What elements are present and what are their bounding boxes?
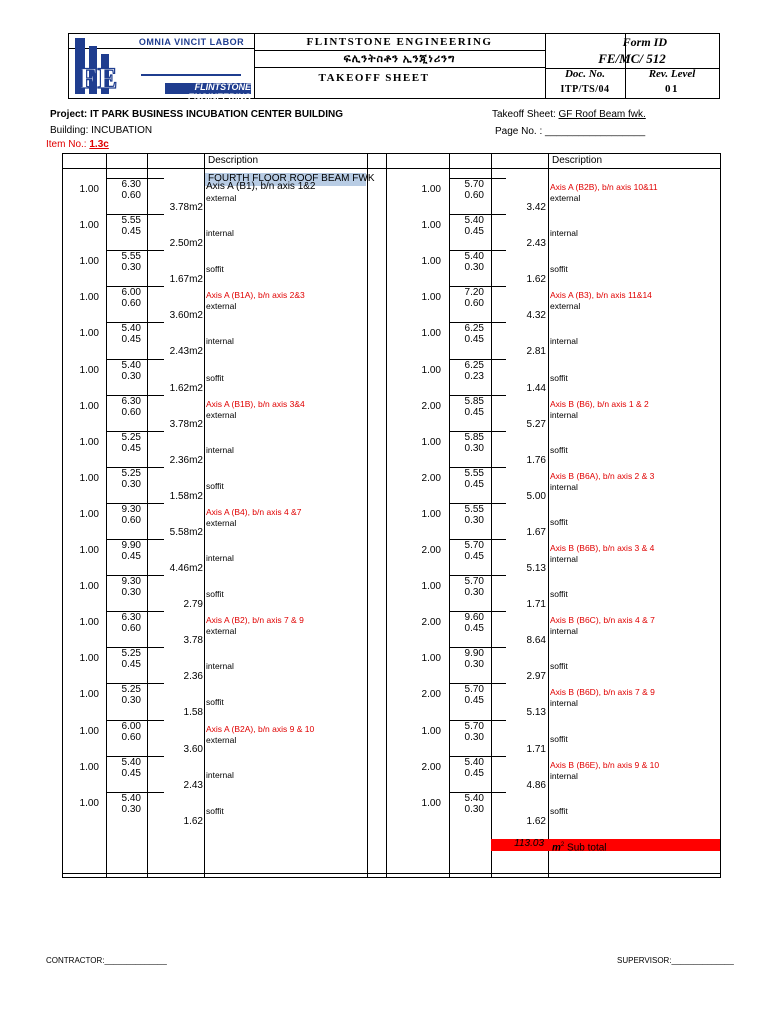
dimension-cell: 5.40 <box>464 756 484 768</box>
quantity-cell: 1.00 <box>421 508 441 520</box>
description-cell: internal <box>206 661 234 672</box>
description-cell: internal <box>206 553 234 563</box>
svg-text:FE: FE <box>79 62 118 95</box>
row-separator <box>107 431 164 432</box>
row-separator <box>107 756 164 757</box>
dimension-cell: 5.70 <box>464 720 484 732</box>
quantity-cell: 2.00 <box>421 472 441 484</box>
row-separator <box>107 178 164 179</box>
quantity-cell: 2.00 <box>421 617 441 629</box>
row-separator <box>107 503 164 504</box>
dimension-cell: 0.45 <box>464 334 484 346</box>
quantity-cell: 1.00 <box>421 256 441 268</box>
quantity-cell: 2.00 <box>421 400 441 412</box>
description-header-right: Description <box>552 155 603 166</box>
result-cell: 2.81 <box>526 346 546 358</box>
quantity-cell: 2.00 <box>421 545 441 556</box>
description-cell: Axis B (B6A), b/n axis 2 & 3 <box>550 470 655 481</box>
dimension-cell: 6.30 <box>121 179 141 190</box>
dimension-cell: 5.25 <box>121 467 141 479</box>
quantity-cell: 1.00 <box>79 689 99 701</box>
row-separator <box>449 431 506 432</box>
description-cell: Axis A (B2A), b/n axis 9 & 10 <box>206 723 315 734</box>
dimension-cell: 5.25 <box>121 431 141 443</box>
description-cell: external <box>550 193 581 203</box>
subtotal-value: 113.03 <box>514 838 544 849</box>
result-cell: 1.67m2 <box>169 274 203 286</box>
quantity-cell: 1.00 <box>421 653 441 665</box>
row-separator <box>449 503 506 504</box>
row-separator <box>107 322 164 323</box>
row-separator <box>107 683 164 684</box>
building-line: Building: INCUBATION <box>50 125 153 136</box>
description-cell: external <box>206 734 237 745</box>
description-cell: internal <box>206 444 234 455</box>
quantity-cell: 1.00 <box>79 364 99 376</box>
result-cell: 2.43m2 <box>169 346 203 358</box>
dimension-cell: 0.30 <box>121 370 141 382</box>
result-cell: 5.13 <box>526 563 546 574</box>
row-separator <box>107 395 164 396</box>
result-cell: 1.44 <box>526 382 546 394</box>
item-no: Item No.: 1.3c <box>46 139 109 150</box>
rev-level-label: Rev. Level <box>648 68 696 80</box>
dimension-cell: 0.45 <box>464 478 484 490</box>
description-cell: soffit <box>550 733 568 744</box>
row-separator <box>449 178 506 179</box>
dimension-cell: 5.85 <box>464 431 484 443</box>
company-name: FLINTSTONE ENGINEERING <box>306 36 493 48</box>
result-cell: 5.58m2 <box>169 526 203 538</box>
result-cell: 5.13 <box>526 707 546 719</box>
quantity-cell: 1.00 <box>79 400 99 412</box>
dimension-cell: 5.25 <box>121 684 141 696</box>
dimension-cell: 0.30 <box>464 803 484 815</box>
description-cell: Axis B (B6E), b/n axis 9 & 10 <box>550 759 660 770</box>
result-cell: 1.76 <box>526 454 546 466</box>
description-cell: internal <box>206 336 234 347</box>
dimension-cell: 0.45 <box>464 767 484 779</box>
dimension-cell: 0.45 <box>121 551 141 562</box>
doc-no-value: ITP/TS/04 <box>560 84 610 95</box>
result-cell: 3.60m2 <box>169 310 203 322</box>
description-cell: soffit <box>206 372 224 383</box>
quantity-cell: 1.00 <box>79 184 99 195</box>
dimension-cell: 7.20 <box>464 287 484 299</box>
quantity-cell: 1.00 <box>421 581 441 593</box>
row-separator <box>107 720 164 721</box>
description-cell: external <box>206 626 237 637</box>
dimension-cell: 5.40 <box>464 215 484 227</box>
row-separator <box>449 395 506 396</box>
logo-text: FLINTSTONE ENGINEERING <box>187 82 251 102</box>
quantity-cell: 1.00 <box>79 797 99 809</box>
dimension-cell: 0.30 <box>121 262 141 274</box>
quantity-cell: 1.00 <box>79 761 99 773</box>
row-separator <box>107 286 164 287</box>
result-cell: 5.00 <box>526 490 546 502</box>
dimension-cell: 0.60 <box>464 298 484 310</box>
dimension-cell: 6.30 <box>121 395 141 407</box>
description-cell: soffit <box>550 372 568 383</box>
quantity-cell: 1.00 <box>79 617 99 629</box>
dimension-cell: 5.40 <box>121 359 141 371</box>
result-cell: 8.64 <box>526 635 546 647</box>
row-separator <box>449 611 506 612</box>
dimension-cell: 5.70 <box>464 179 484 190</box>
dimension-cell: 5.85 <box>464 395 484 407</box>
row-separator <box>449 683 506 684</box>
dimension-cell: 0.45 <box>464 623 484 635</box>
dimension-cell: 5.40 <box>121 756 141 768</box>
row-separator <box>449 214 506 215</box>
dimension-cell: 6.25 <box>464 359 484 371</box>
row-separator <box>107 359 164 360</box>
quantity-cell: 1.00 <box>421 220 441 232</box>
dimension-cell: 6.00 <box>121 720 141 732</box>
quantity-cell: 1.00 <box>79 436 99 448</box>
description-cell: internal <box>550 336 578 347</box>
result-cell: 2.50m2 <box>169 238 203 250</box>
description-cell: Axis B (B6C), b/n axis 4 & 7 <box>550 615 655 626</box>
row-separator <box>449 286 506 287</box>
dimension-cell: 0.30 <box>464 587 484 599</box>
result-cell: 1.62 <box>526 274 546 286</box>
dimension-cell: 0.30 <box>121 803 141 815</box>
dimension-cell: 0.45 <box>121 767 141 779</box>
row-separator <box>107 214 164 215</box>
quantity-cell: 1.00 <box>79 581 99 593</box>
dimension-cell: 5.40 <box>464 792 484 804</box>
quantity-cell: 1.00 <box>421 725 441 737</box>
description-cell: internal <box>550 770 578 781</box>
description-cell: internal <box>206 769 234 780</box>
quantity-cell: 2.00 <box>421 689 441 701</box>
row-separator <box>107 250 164 251</box>
result-cell: 2.79 <box>183 599 203 611</box>
dimension-cell: 5.55 <box>121 251 141 263</box>
dimension-cell: 6.30 <box>121 612 141 624</box>
result-cell: 3.78m2 <box>169 202 203 213</box>
result-cell: 3.60 <box>183 743 203 755</box>
quantity-cell: 1.00 <box>79 328 99 340</box>
dimension-cell: 0.30 <box>464 731 484 743</box>
rev-level-value: 01 <box>665 83 679 95</box>
dimension-cell: 0.60 <box>121 514 141 526</box>
contractor-signature: CONTRACTOR:______________ <box>46 956 167 965</box>
quantity-cell: 1.00 <box>79 725 99 737</box>
quantity-cell: 1.00 <box>79 256 99 268</box>
dimension-cell: 6.00 <box>121 287 141 299</box>
dimension-cell: 9.30 <box>121 576 141 588</box>
result-cell: 2.36m2 <box>169 454 203 466</box>
header-box <box>68 33 720 102</box>
description-cell: Axis A (B1A), b/n axis 2&3 <box>206 290 305 301</box>
logo-wordmark <box>141 64 251 102</box>
description-cell: external <box>550 301 581 312</box>
dimension-cell: 0.45 <box>121 226 141 238</box>
dimension-cell: 0.45 <box>121 442 141 454</box>
row-separator <box>449 322 506 323</box>
dimension-cell: 5.70 <box>464 576 484 588</box>
quantity-cell: 1.00 <box>421 328 441 340</box>
result-cell: 1.62 <box>183 815 203 827</box>
description-cell: soffit <box>206 589 224 600</box>
description-cell: Axis B (B6B), b/n axis 3 & 4 <box>550 543 655 553</box>
result-cell: 1.62 <box>526 815 546 827</box>
quantity-cell: 1.00 <box>79 292 99 304</box>
dimension-cell: 0.60 <box>121 190 141 201</box>
result-cell: 4.32 <box>526 310 546 322</box>
dimension-cell: 0.30 <box>121 695 141 707</box>
quantity-cell: 1.00 <box>79 545 99 556</box>
row-separator <box>449 720 506 721</box>
description-cell: external <box>206 517 237 528</box>
description-cell: internal <box>206 228 234 239</box>
description-cell: Axis A (B1B), b/n axis 3&4 <box>206 398 305 409</box>
row-separator <box>107 575 164 576</box>
description-cell: Axis A (B1), b/n axis 1&2 <box>206 181 316 192</box>
page-no: Page No. : __________________ <box>495 126 646 137</box>
row-separator <box>449 539 506 540</box>
result-cell: 2.36 <box>183 671 203 683</box>
dimension-cell: 0.30 <box>464 442 484 454</box>
dimension-cell: 0.30 <box>121 478 141 490</box>
description-cell: Axis B (B6D), b/n axis 7 & 9 <box>550 687 655 698</box>
quantity-cell: 2.00 <box>421 761 441 773</box>
quantity-cell: 1.00 <box>421 797 441 809</box>
quantity-cell: 1.00 <box>79 653 99 665</box>
dimension-cell: 5.40 <box>464 251 484 263</box>
description-cell: internal <box>550 481 578 492</box>
dimension-cell: 0.60 <box>121 406 141 418</box>
description-cell: Axis A (B2), b/n axis 7 & 9 <box>206 615 304 626</box>
dimension-cell: 0.45 <box>464 406 484 418</box>
description-cell: soffit <box>206 805 224 816</box>
result-cell: 1.67 <box>526 526 546 538</box>
dimension-cell: 9.30 <box>121 503 141 515</box>
description-cell: external <box>206 301 237 312</box>
result-cell: 2.43 <box>526 238 546 250</box>
result-cell: 5.27 <box>526 418 546 430</box>
dimension-cell: 0.60 <box>121 623 141 635</box>
row-separator <box>107 647 164 648</box>
row-separator <box>449 359 506 360</box>
row-separator <box>449 467 506 468</box>
dimension-cell: 5.40 <box>121 323 141 335</box>
result-cell: 2.43 <box>183 779 203 791</box>
company-name-amharic: ፍሊንትስቶን ኢንጂነሪንግ <box>343 53 456 65</box>
dimension-cell: 5.55 <box>121 215 141 227</box>
result-cell: 1.62m2 <box>169 382 203 394</box>
dimension-cell: 0.60 <box>121 731 141 743</box>
quantity-cell: 1.00 <box>421 292 441 304</box>
dimension-cell: 9.60 <box>464 612 484 624</box>
doc-no-label: Doc. No. <box>564 68 606 80</box>
dimension-cell: 6.25 <box>464 323 484 335</box>
dimension-cell: 0.30 <box>464 659 484 671</box>
description-cell: soffit <box>550 805 568 816</box>
row-separator <box>449 756 506 757</box>
description-cell: soffit <box>550 264 568 275</box>
dimension-cell: 9.90 <box>464 648 484 660</box>
description-cell: Axis A (B3), b/n axis 11&14 <box>550 290 652 301</box>
description-cell: soffit <box>206 480 224 491</box>
description-cell: internal <box>550 626 578 637</box>
description-cell: internal <box>550 228 578 239</box>
dimension-cell: 5.55 <box>464 503 484 515</box>
quantity-cell: 1.00 <box>421 436 441 448</box>
result-cell: 3.78m2 <box>169 418 203 430</box>
description-cell: soffit <box>550 661 568 672</box>
dimension-cell: 0.45 <box>464 226 484 238</box>
project-line: Project: IT PARK BUSINESS INCUBATION CENTER BUILDING <box>50 109 343 120</box>
description-cell: soffit <box>550 516 568 527</box>
dimension-cell: 5.40 <box>121 792 141 804</box>
form-id-label: Form ID <box>622 35 667 49</box>
form-id-value: FE/MC/ 512 <box>598 51 666 66</box>
result-cell: 3.42 <box>526 202 546 213</box>
section-title: FOURTH FLOOR ROOF BEAM FWK <box>205 173 366 186</box>
row-separator <box>107 611 164 612</box>
description-cell: internal <box>550 409 578 420</box>
result-cell: 2.97 <box>526 671 546 683</box>
dimension-cell: 5.70 <box>464 684 484 696</box>
result-cell: 1.71 <box>526 599 546 611</box>
dimension-cell: 0.45 <box>121 659 141 671</box>
description-cell: soffit <box>206 697 224 708</box>
result-cell: 3.78 <box>183 635 203 647</box>
description-cell: external <box>206 193 237 203</box>
description-header-left: Description <box>208 155 259 166</box>
quantity-cell: 1.00 <box>79 220 99 232</box>
subtotal-label: $m^2$ Sub total <box>552 842 607 854</box>
dimension-cell: 0.30 <box>464 514 484 526</box>
description-cell: soffit <box>550 589 568 600</box>
dimension-cell: 5.70 <box>464 540 484 551</box>
quantity-cell: 1.00 <box>421 364 441 376</box>
dimension-cell: 0.60 <box>464 190 484 201</box>
result-cell: 1.58 <box>183 707 203 719</box>
row-separator <box>449 575 506 576</box>
result-cell: 1.58m2 <box>169 490 203 502</box>
dimension-cell: 0.45 <box>464 551 484 562</box>
description-cell: internal <box>550 554 578 564</box>
description-cell: soffit <box>206 264 224 275</box>
row-separator <box>107 539 164 540</box>
result-cell: 4.46m2 <box>169 563 203 574</box>
takeoff-table <box>62 153 721 878</box>
description-cell: internal <box>550 698 578 709</box>
row-separator <box>449 792 506 793</box>
quantity-cell: 1.00 <box>421 184 441 195</box>
row-separator <box>449 647 506 648</box>
description-cell: Axis B (B6), b/n axis 1 & 2 <box>550 398 649 409</box>
dimension-cell: 0.45 <box>464 695 484 707</box>
dimension-cell: 0.45 <box>121 334 141 346</box>
sheet-title: TAKEOFF SHEET <box>318 72 430 84</box>
motto: OMNIA VINCIT LABOR <box>138 37 245 47</box>
dimension-cell: 0.60 <box>121 298 141 310</box>
dimension-cell: 0.30 <box>464 262 484 274</box>
supervisor-signature: SUPERVISOR:______________ <box>617 956 734 965</box>
row-separator <box>449 250 506 251</box>
description-cell: external <box>206 409 237 420</box>
quantity-cell: 1.00 <box>79 472 99 484</box>
takeoff-sheet: Takeoff Sheet: GF Roof Beam fwk. <box>492 109 646 120</box>
quantity-cell: 1.00 <box>79 508 99 520</box>
dimension-cell: 0.30 <box>121 587 141 599</box>
dimension-cell: 5.25 <box>121 648 141 660</box>
row-separator <box>107 467 164 468</box>
description-cell: Axis A (B4), b/n axis 4 &7 <box>206 506 302 517</box>
result-cell: 4.86 <box>526 779 546 791</box>
description-cell: Axis A (B2B), b/n axis 10&11 <box>550 182 658 192</box>
row-separator <box>107 792 164 793</box>
dimension-cell: 0.23 <box>464 370 484 382</box>
dimension-cell: 5.55 <box>464 467 484 479</box>
description-cell: soffit <box>550 444 568 455</box>
result-cell: 1.71 <box>526 743 546 755</box>
dimension-cell: 9.90 <box>121 540 141 551</box>
